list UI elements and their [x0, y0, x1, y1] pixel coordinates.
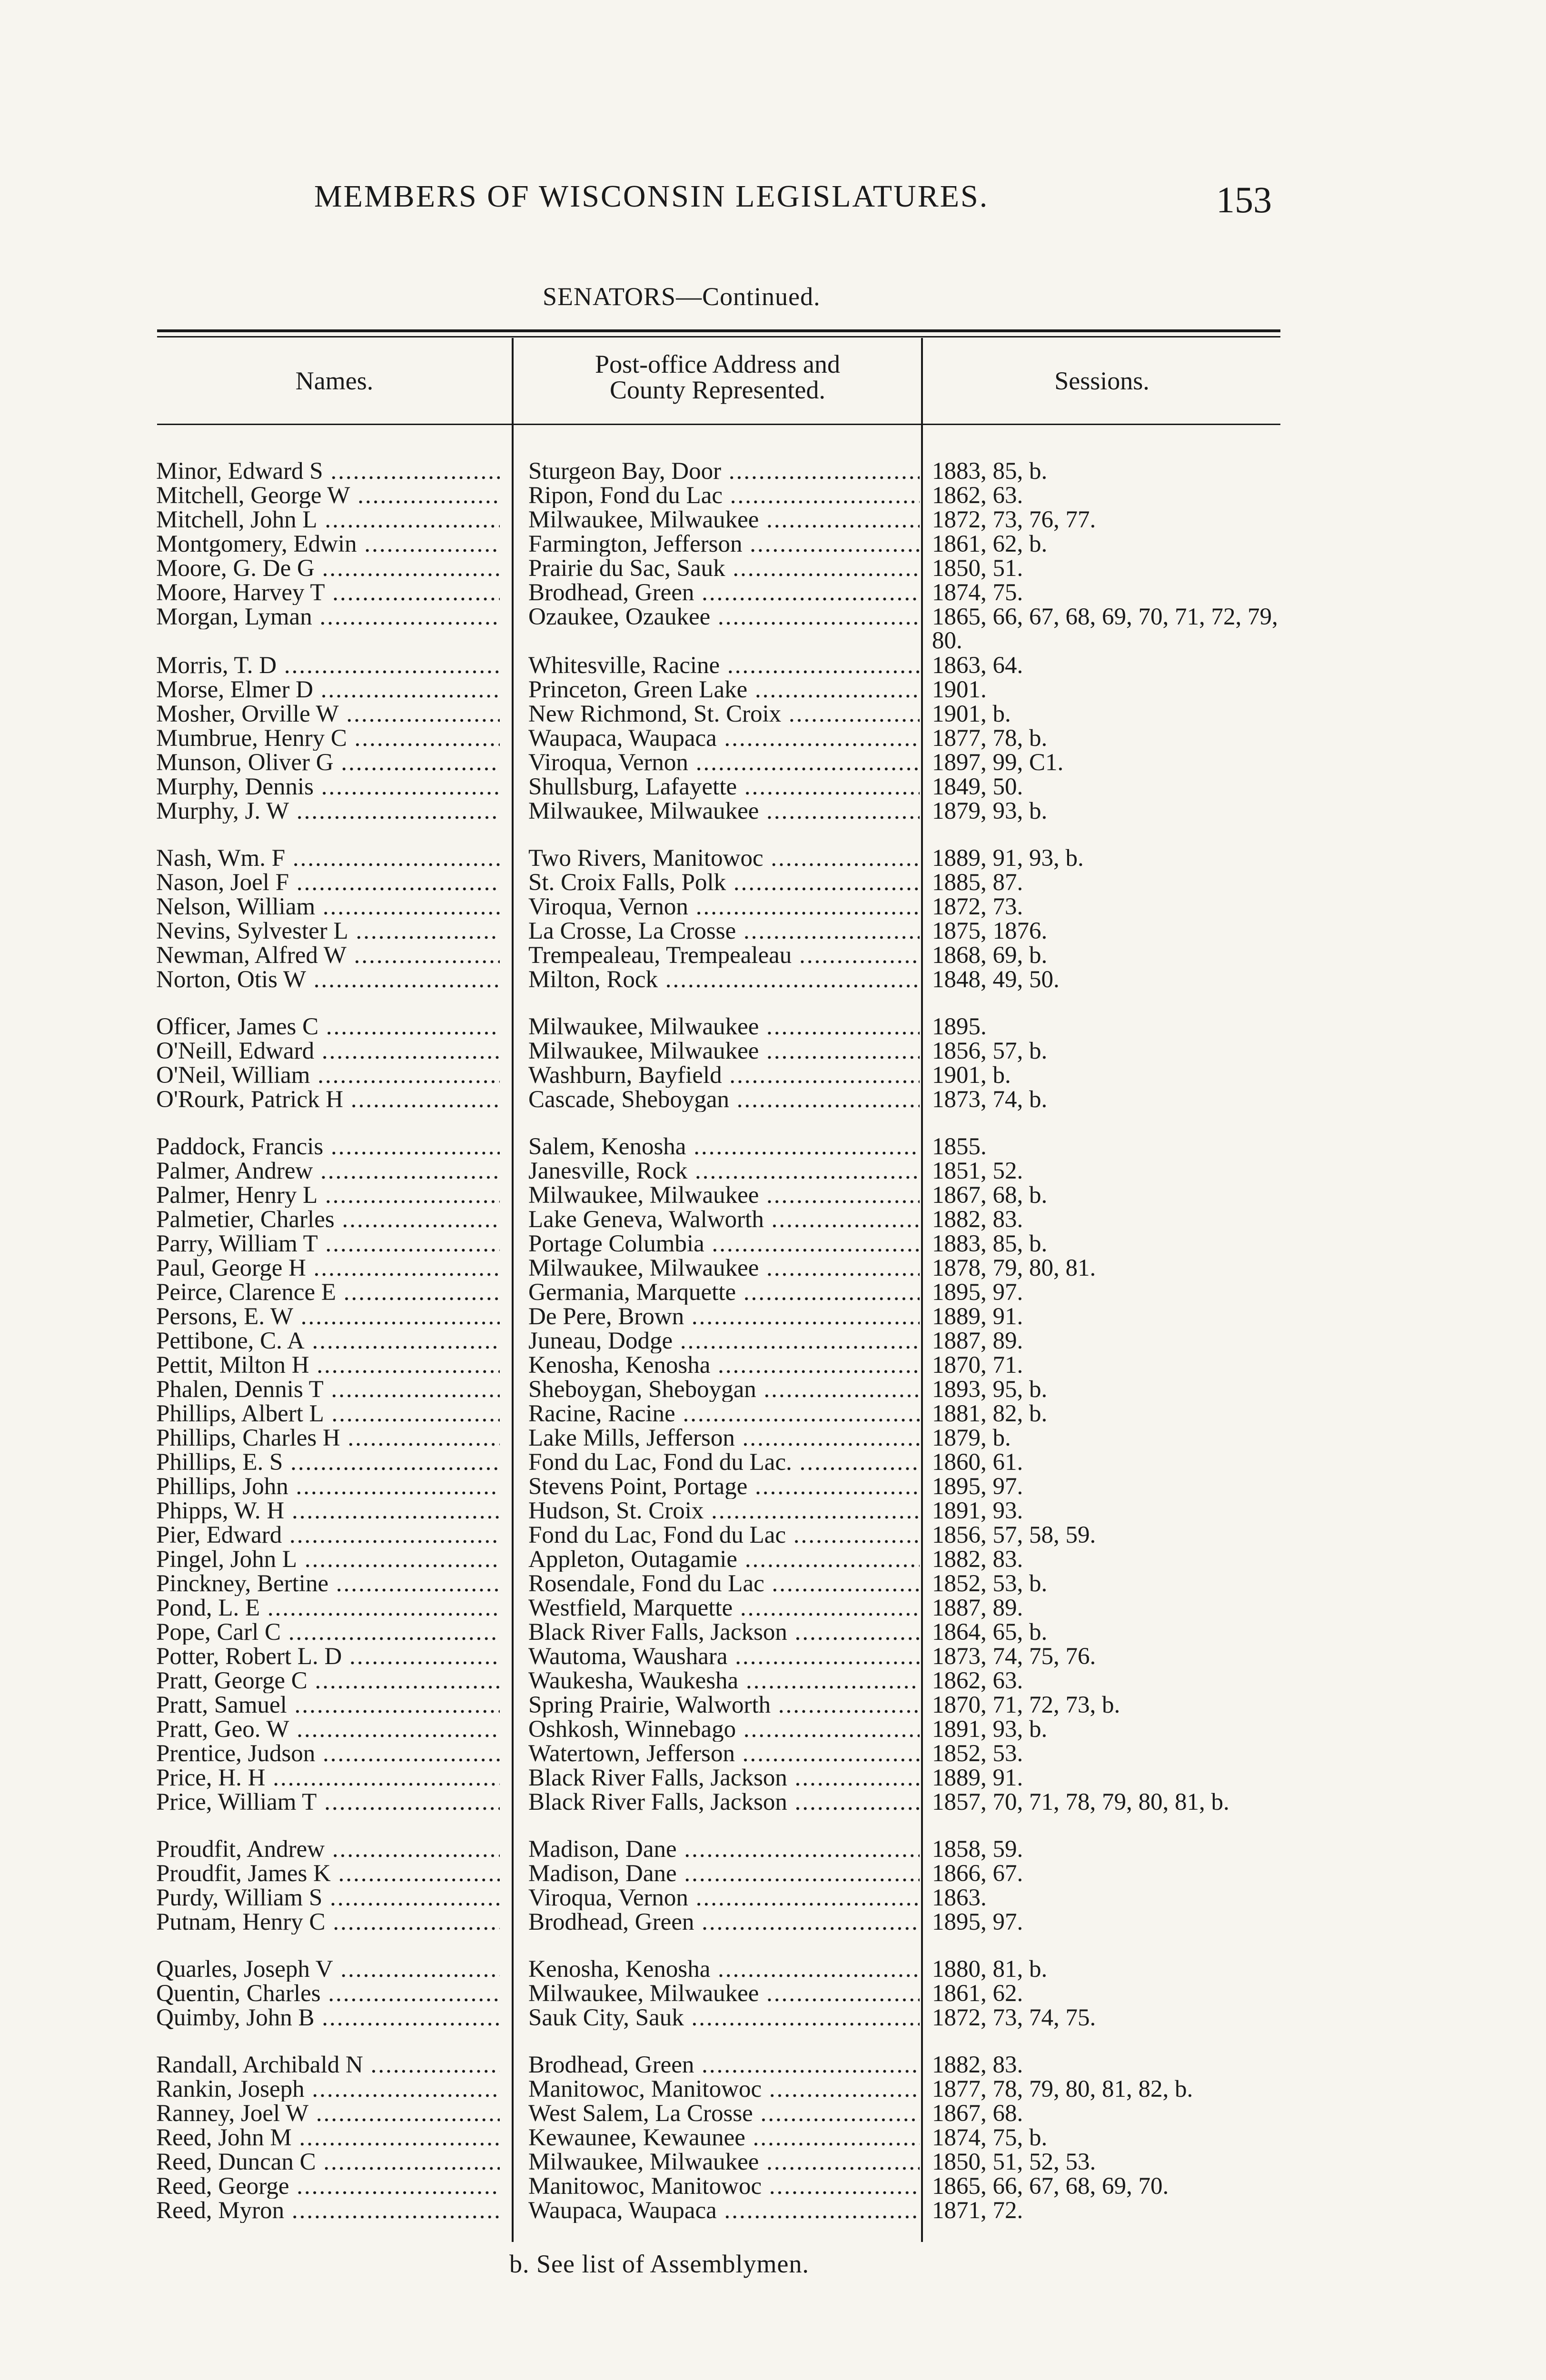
- entry-group: [0, 846, 1546, 992]
- senator-row: [0, 846, 1546, 871]
- senator-row: [0, 895, 1546, 919]
- section-subtitle: SENATORS—Continued.: [543, 282, 821, 311]
- senator-name: Morgan, Lyman .....: [156, 605, 500, 629]
- senator-name: Murphy, Dennis .....: [156, 775, 500, 799]
- senator-row: [0, 1596, 1546, 1620]
- senator-name: Phalen, Dennis T .....: [156, 1378, 500, 1402]
- senator-sessions: 1865, 66, 67, 68, 69, 70.: [932, 2174, 1169, 2198]
- senator-row: [0, 1280, 1546, 1305]
- senator-row: [0, 1088, 1546, 1112]
- senator-row: [0, 1499, 1546, 1523]
- senator-name: Reed, John M .....: [156, 2126, 500, 2150]
- senator-sessions: 1882, 83.: [932, 1547, 1023, 1571]
- column-header-sessions: Sessions.: [1054, 367, 1150, 395]
- senator-address: Cascade, Sheboygan .....: [528, 1088, 920, 1112]
- senator-address: Viroqua, Vernon .....: [528, 751, 920, 775]
- senator-sessions: 1864, 65, b.: [932, 1620, 1048, 1644]
- senator-sessions: 1879, b.: [932, 1426, 1011, 1450]
- senator-address: Madison, Dane .....: [528, 1837, 920, 1862]
- senator-name: Reed, Duncan C .....: [156, 2150, 500, 2174]
- senator-address: Sheboygan, Sheboygan .....: [528, 1378, 920, 1402]
- senator-sessions: 1895, 97.: [932, 1475, 1023, 1498]
- senator-address: Hudson, St. Croix .....: [528, 1499, 920, 1523]
- senator-row: [0, 1329, 1546, 1353]
- senator-row: [0, 1208, 1546, 1232]
- column-header-address: [514, 351, 921, 403]
- senator-address: Appleton, Outagamie .....: [528, 1547, 920, 1572]
- senator-name: Mosher, Orville W .....: [156, 702, 500, 726]
- senator-address: Portage Columbia .....: [528, 1232, 920, 1256]
- senator-row: [0, 508, 1546, 532]
- senator-name: Moore, G. De G .....: [156, 556, 500, 581]
- senator-sessions: 1850, 51, 52, 53.: [932, 2150, 1096, 2174]
- senator-row: [0, 532, 1546, 556]
- senator-sessions: 1866, 67.: [932, 1862, 1023, 1885]
- senator-sessions: 1860, 61.: [932, 1450, 1023, 1474]
- senator-address: Rosendale, Fond du Lac .....: [528, 1572, 920, 1596]
- column-header-address-line2: County Represented.: [610, 376, 825, 404]
- senator-name: Quentin, Charles .....: [156, 1982, 500, 2006]
- senator-sessions: 1877, 78, b.: [932, 726, 1048, 750]
- senator-name: Nash, Wm. F .....: [156, 846, 500, 871]
- senator-name: Norton, Otis W .....: [156, 968, 500, 992]
- senator-row: [0, 1353, 1546, 1378]
- senator-name: Putnam, Henry C .....: [156, 1910, 500, 1934]
- senator-sessions: 1868, 69, b.: [932, 943, 1048, 967]
- senator-sessions: 1865, 66, 67, 68, 69, 70, 71, 72, 79, 80.: [932, 605, 1278, 653]
- senator-row: [0, 1183, 1546, 1208]
- entry-group: [0, 2053, 1546, 2223]
- senator-address: Watertown, Jefferson .....: [528, 1742, 920, 1766]
- senator-name: Price, H. H .....: [156, 1766, 500, 1790]
- senator-name: Pinckney, Bertine .....: [156, 1572, 500, 1596]
- senator-address: Lake Geneva, Walworth .....: [528, 1208, 920, 1232]
- senator-sessions: 1882, 83.: [932, 2053, 1023, 2077]
- senator-address: Milton, Rock .....: [528, 968, 920, 992]
- senator-row: [0, 1305, 1546, 1329]
- senator-name: Persons, E. W .....: [156, 1305, 500, 1329]
- senator-address: Black River Falls, Jackson .....: [528, 1620, 920, 1645]
- senator-row: [0, 2053, 1546, 2077]
- senator-sessions: 1855.: [932, 1135, 987, 1159]
- senator-address: Manitowoc, Manitowoc .....: [528, 2174, 920, 2199]
- senator-name: O'Neil, William .....: [156, 1063, 500, 1088]
- senator-sessions: 1874, 75, b.: [932, 2126, 1048, 2150]
- senator-sessions: 1871, 72.: [932, 2199, 1023, 2222]
- senator-row: [0, 1256, 1546, 1280]
- senator-address: Fond du Lac, Fond du Lac .....: [528, 1523, 920, 1547]
- senator-sessions: 1880, 81, b.: [932, 1957, 1048, 1981]
- senator-name: Montgomery, Edwin .....: [156, 532, 500, 556]
- senator-name: Nason, Joel F .....: [156, 871, 500, 895]
- senator-address: Juneau, Dodge .....: [528, 1329, 920, 1353]
- senator-row: [0, 968, 1546, 992]
- senator-row: [0, 1063, 1546, 1088]
- senator-sessions: 1878, 79, 80, 81.: [932, 1256, 1096, 1280]
- senator-row: [0, 2174, 1546, 2199]
- senator-address: Milwaukee, Milwaukee .....: [528, 508, 920, 532]
- senator-address: Ripon, Fond du Lac .....: [528, 484, 920, 508]
- senator-address: Madison, Dane .....: [528, 1862, 920, 1886]
- senator-row: [0, 1475, 1546, 1499]
- senator-sessions: 1848, 49, 50.: [932, 968, 1060, 992]
- senator-address: Spring Prairie, Walworth .....: [528, 1693, 920, 1717]
- senator-sessions: 1883, 85, b.: [932, 459, 1048, 483]
- senator-address: Lake Mills, Jefferson .....: [528, 1426, 920, 1450]
- senator-sessions: 1852, 53, b.: [932, 1572, 1048, 1596]
- senator-name: Proudfit, Andrew .....: [156, 1837, 500, 1862]
- senator-sessions: 1879, 93, b.: [932, 799, 1048, 823]
- senator-address: Milwaukee, Milwaukee .....: [528, 1982, 920, 2006]
- senator-address: Trempealeau, Trempealeau .....: [528, 943, 920, 968]
- senator-name: Moore, Harvey T .....: [156, 581, 500, 605]
- senator-sessions: 1901, b.: [932, 702, 1011, 726]
- senator-row: [0, 1645, 1546, 1669]
- senator-sessions: 1883, 85, b.: [932, 1232, 1048, 1256]
- senator-row: [0, 1378, 1546, 1402]
- senator-address: Milwaukee, Milwaukee .....: [528, 799, 920, 823]
- senator-name: Reed, George .....: [156, 2174, 500, 2199]
- senator-row: [0, 1766, 1546, 1790]
- senator-row: [0, 654, 1546, 678]
- senator-row: [0, 1572, 1546, 1596]
- senator-row: [0, 726, 1546, 751]
- senator-name: Nevins, Sylvester L .....: [156, 919, 500, 943]
- senator-name: Peirce, Clarence E .....: [156, 1280, 500, 1305]
- senator-address: Kenosha, Kenosha .....: [528, 1353, 920, 1378]
- senator-address: Brodhead, Green .....: [528, 1910, 920, 1934]
- senator-sessions: 1895, 97.: [932, 1910, 1023, 1934]
- senator-address: New Richmond, St. Croix .....: [528, 702, 920, 726]
- senator-name: Officer, James C .....: [156, 1015, 500, 1039]
- senator-sessions: 1895.: [932, 1015, 987, 1039]
- senator-name: Pratt, Geo. W .....: [156, 1717, 500, 1742]
- senator-name: Munson, Oliver G .....: [156, 751, 500, 775]
- senator-row: [0, 919, 1546, 943]
- senator-name: Murphy, J. W .....: [156, 799, 500, 823]
- senator-sessions: 1891, 93, b.: [932, 1717, 1048, 1741]
- senator-row: [0, 1982, 1546, 2006]
- senator-sessions: 1873, 74, 75, 76.: [932, 1645, 1096, 1668]
- senator-sessions: 1891, 93.: [932, 1499, 1023, 1523]
- senator-name: Phillips, E. S .....: [156, 1450, 500, 1475]
- senator-sessions: 1895, 97.: [932, 1280, 1023, 1304]
- senator-address: Two Rivers, Manitowoc .....: [528, 846, 920, 871]
- senator-sessions: 1872, 73.: [932, 895, 1023, 919]
- footnote: b. See list of Assemblymen.: [509, 2250, 809, 2278]
- senator-sessions: 1882, 83.: [932, 1208, 1023, 1231]
- senator-name: Randall, Archibald N .....: [156, 2053, 500, 2077]
- senator-address: Milwaukee, Milwaukee .....: [528, 1256, 920, 1280]
- senator-sessions: 1863.: [932, 1886, 987, 1910]
- senator-address: Prairie du Sac, Sauk .....: [528, 556, 920, 581]
- senator-name: Pingel, John L .....: [156, 1547, 500, 1572]
- senator-address: Ozaukee, Ozaukee .....: [528, 605, 920, 629]
- entry-group: [0, 1135, 1546, 1815]
- senator-row: [0, 1426, 1546, 1450]
- table-header-rule: [157, 424, 1280, 425]
- senator-row: [0, 943, 1546, 968]
- senator-address: Kenosha, Kenosha .....: [528, 1957, 920, 1982]
- senator-row: [0, 1620, 1546, 1645]
- senator-sessions: 1851, 52.: [932, 1159, 1023, 1183]
- senator-name: Paddock, Francis .....: [156, 1135, 500, 1159]
- senator-sessions: 1870, 71, 72, 73, b.: [932, 1693, 1120, 1717]
- senator-row: [0, 605, 1546, 654]
- senator-sessions: 1862, 63.: [932, 484, 1023, 507]
- senator-row: [0, 1693, 1546, 1717]
- senator-sessions: 1901, b.: [932, 1063, 1011, 1087]
- senator-sessions: 1897, 99, C1.: [932, 751, 1064, 774]
- page-number: 153: [1216, 179, 1272, 220]
- senator-sessions: 1849, 50.: [932, 775, 1023, 799]
- entry-group: [0, 459, 1546, 823]
- senator-address: Janesville, Rock .....: [528, 1159, 920, 1183]
- senator-name: Proudfit, James K .....: [156, 1862, 500, 1886]
- senator-sessions: 1887, 89.: [932, 1329, 1023, 1353]
- senator-address: St. Croix Falls, Polk .....: [528, 871, 920, 895]
- senator-name: Quimby, John B .....: [156, 2006, 500, 2030]
- senator-sessions: 1850, 51.: [932, 556, 1023, 580]
- senator-sessions: 1867, 68, b.: [932, 1183, 1048, 1207]
- senator-address: Westfield, Marquette .....: [528, 1596, 920, 1620]
- entry-group: [0, 1837, 1546, 1934]
- senator-row: [0, 2006, 1546, 2030]
- senator-address: Kewaunee, Kewaunee .....: [528, 2126, 920, 2150]
- senator-row: [0, 1837, 1546, 1862]
- senator-row: [0, 1669, 1546, 1693]
- senator-row: [0, 556, 1546, 581]
- senator-name: Pier, Edward .....: [156, 1523, 500, 1547]
- senator-name: Pratt, George C .....: [156, 1669, 500, 1693]
- senator-sessions: 1861, 62.: [932, 1982, 1023, 2005]
- senator-name: Pettibone, C. A .....: [156, 1329, 500, 1353]
- senator-name: Ranney, Joel W .....: [156, 2102, 500, 2126]
- senator-address: Brodhead, Green .....: [528, 2053, 920, 2077]
- senator-address: Princeton, Green Lake .....: [528, 678, 920, 702]
- senator-name: Pope, Carl C .....: [156, 1620, 500, 1645]
- senator-address: Stevens Point, Portage .....: [528, 1475, 920, 1499]
- senator-row: [0, 1886, 1546, 1910]
- senator-address: Washburn, Bayfield .....: [528, 1063, 920, 1088]
- senator-sessions: 1872, 73, 76, 77.: [932, 508, 1096, 532]
- senator-address: Black River Falls, Jackson .....: [528, 1790, 920, 1815]
- senator-row: [0, 1523, 1546, 1547]
- senator-sessions: 1862, 63.: [932, 1669, 1023, 1693]
- senator-sessions: 1861, 62, b.: [932, 532, 1048, 556]
- senator-row: [0, 1159, 1546, 1183]
- senator-row: [0, 1957, 1546, 1982]
- senator-address: Fond du Lac, Fond du Lac. .....: [528, 1450, 920, 1475]
- senator-sessions: 1901.: [932, 678, 987, 702]
- senator-row: [0, 2199, 1546, 2223]
- senator-sessions: 1889, 91, 93, b.: [932, 846, 1084, 870]
- senator-name: Palmetier, Charles .....: [156, 1208, 500, 1232]
- senator-address: Brodhead, Green .....: [528, 581, 920, 605]
- senator-address: Oshkosh, Winnebago .....: [528, 1717, 920, 1742]
- senator-name: Nelson, William .....: [156, 895, 500, 919]
- senator-sessions: 1875, 1876.: [932, 919, 1048, 943]
- senator-row: [0, 1015, 1546, 1039]
- senator-name: Minor, Edward S .....: [156, 459, 500, 484]
- column-header-address-line1: Post-office Address and: [595, 350, 840, 378]
- senator-name: Palmer, Andrew .....: [156, 1159, 500, 1183]
- senator-address: Milwaukee, Milwaukee .....: [528, 2150, 920, 2174]
- senator-name: Morse, Elmer D .....: [156, 678, 500, 702]
- senator-address: Waupaca, Waupaca .....: [528, 726, 920, 751]
- senator-sessions: 1867, 68.: [932, 2102, 1023, 2125]
- senator-row: [0, 1910, 1546, 1934]
- senator-sessions: 1870, 71.: [932, 1353, 1023, 1377]
- senator-row: [0, 1862, 1546, 1886]
- senator-row: [0, 581, 1546, 605]
- senator-row: [0, 459, 1546, 484]
- senator-address: Viroqua, Vernon .....: [528, 1886, 920, 1910]
- senator-address: Black River Falls, Jackson .....: [528, 1766, 920, 1790]
- senator-name: Mitchell, John L .....: [156, 508, 500, 532]
- senator-name: Purdy, William S .....: [156, 1886, 500, 1910]
- senator-row: [0, 1717, 1546, 1742]
- senator-row: [0, 1402, 1546, 1426]
- senator-row: [0, 1790, 1546, 1815]
- senator-row: [0, 484, 1546, 508]
- senator-address: De Pere, Brown .....: [528, 1305, 920, 1329]
- senator-address: Farmington, Jefferson .....: [528, 532, 920, 556]
- senator-address: Waupaca, Waupaca .....: [528, 2199, 920, 2223]
- senator-address: Manitowoc, Manitowoc .....: [528, 2077, 920, 2102]
- senator-sessions: 1893, 95, b.: [932, 1378, 1048, 1401]
- senator-row: [0, 1450, 1546, 1475]
- senator-address: Milwaukee, Milwaukee .....: [528, 1183, 920, 1208]
- senator-sessions: 1889, 91.: [932, 1766, 1023, 1790]
- senator-name: Mitchell, George W .....: [156, 484, 500, 508]
- senator-row: [0, 871, 1546, 895]
- senator-sessions: 1889, 91.: [932, 1305, 1023, 1329]
- senator-sessions: 1873, 74, b.: [932, 1088, 1048, 1111]
- senator-name: Price, William T .....: [156, 1790, 500, 1815]
- senator-row: [0, 2150, 1546, 2174]
- senator-name: Pond, L. E .....: [156, 1596, 500, 1620]
- senator-name: Palmer, Henry L .....: [156, 1183, 500, 1208]
- senator-address: Germania, Marquette .....: [528, 1280, 920, 1305]
- senator-name: Quarles, Joseph V .....: [156, 1957, 500, 1982]
- senator-address: Waukesha, Waukesha .....: [528, 1669, 920, 1693]
- senator-row: [0, 702, 1546, 726]
- senator-sessions: 1852, 53.: [932, 1742, 1023, 1765]
- senator-row: [0, 2126, 1546, 2150]
- senator-name: Rankin, Joseph .....: [156, 2077, 500, 2102]
- senator-name: Phipps, W. H .....: [156, 1499, 500, 1523]
- senator-sessions: 1874, 75.: [932, 581, 1023, 605]
- senator-row: [0, 751, 1546, 775]
- senator-address: Viroqua, Vernon .....: [528, 895, 920, 919]
- senator-name: Pratt, Samuel .....: [156, 1693, 500, 1717]
- running-header: MEMBERS OF WISCONSIN LEGISLATURES.: [314, 179, 989, 214]
- table-top-rule-thin: [157, 336, 1280, 337]
- senator-name: Mumbrue, Henry C .....: [156, 726, 500, 751]
- senator-row: [0, 678, 1546, 702]
- senator-sessions: 1877, 78, 79, 80, 81, 82, b.: [932, 2077, 1193, 2101]
- senator-address: Wautoma, Waushara .....: [528, 1645, 920, 1669]
- senator-name: Phillips, Charles H .....: [156, 1426, 500, 1450]
- senator-name: Potter, Robert L. D .....: [156, 1645, 500, 1669]
- senators-list: [0, 459, 1546, 2246]
- senator-address: Shullsburg, Lafayette .....: [528, 775, 920, 799]
- senator-sessions: 1858, 59.: [932, 1837, 1023, 1861]
- senator-address: Milwaukee, Milwaukee .....: [528, 1039, 920, 1063]
- senator-row: [0, 2102, 1546, 2126]
- senator-row: [0, 2077, 1546, 2102]
- senator-row: [0, 1547, 1546, 1572]
- column-header-names: Names.: [295, 367, 374, 395]
- senator-row: [0, 799, 1546, 823]
- senator-name: Paul, George H .....: [156, 1256, 500, 1280]
- senator-row: [0, 775, 1546, 799]
- senator-address: Salem, Kenosha .....: [528, 1135, 920, 1159]
- senator-sessions: 1856, 57, 58, 59.: [932, 1523, 1096, 1547]
- senator-address: Racine, Racine .....: [528, 1402, 920, 1426]
- senator-address: Sauk City, Sauk .....: [528, 2006, 920, 2030]
- entry-group: [0, 1015, 1546, 1112]
- senator-name: Reed, Myron .....: [156, 2199, 500, 2223]
- senator-name: Morris, T. D .....: [156, 654, 500, 678]
- senator-sessions: 1881, 82, b.: [932, 1402, 1048, 1426]
- senator-name: Phillips, Albert L .....: [156, 1402, 500, 1426]
- entry-group: [0, 1957, 1546, 2030]
- senator-name: O'Neill, Edward .....: [156, 1039, 500, 1063]
- senator-row: [0, 1232, 1546, 1256]
- senator-name: Prentice, Judson .....: [156, 1742, 500, 1766]
- senator-address: West Salem, La Crosse .....: [528, 2102, 920, 2126]
- table-top-rule: [157, 329, 1280, 332]
- senator-name: Newman, Alfred W .....: [156, 943, 500, 968]
- senator-sessions: 1863, 64.: [932, 654, 1023, 677]
- senator-sessions: 1887, 89.: [932, 1596, 1023, 1620]
- senator-row: [0, 1135, 1546, 1159]
- senator-sessions: 1857, 70, 71, 78, 79, 80, 81, b.: [932, 1790, 1229, 1814]
- senator-row: [0, 1742, 1546, 1766]
- senator-address: Sturgeon Bay, Door .....: [528, 459, 920, 484]
- senator-row: [0, 1039, 1546, 1063]
- senator-name: Parry, William T .....: [156, 1232, 500, 1256]
- senator-sessions: 1856, 57, b.: [932, 1039, 1048, 1063]
- senator-sessions: 1872, 73, 74, 75.: [932, 2006, 1096, 2030]
- senator-address: Whitesville, Racine .....: [528, 654, 920, 678]
- senator-address: La Crosse, La Crosse .....: [528, 919, 920, 943]
- senator-name: Pettit, Milton H .....: [156, 1353, 500, 1378]
- senator-name: Phillips, John .....: [156, 1475, 500, 1499]
- senator-sessions: 1885, 87.: [932, 871, 1023, 894]
- senator-name: O'Rourk, Patrick H .....: [156, 1088, 500, 1112]
- senator-address: Milwaukee, Milwaukee .....: [528, 1015, 920, 1039]
